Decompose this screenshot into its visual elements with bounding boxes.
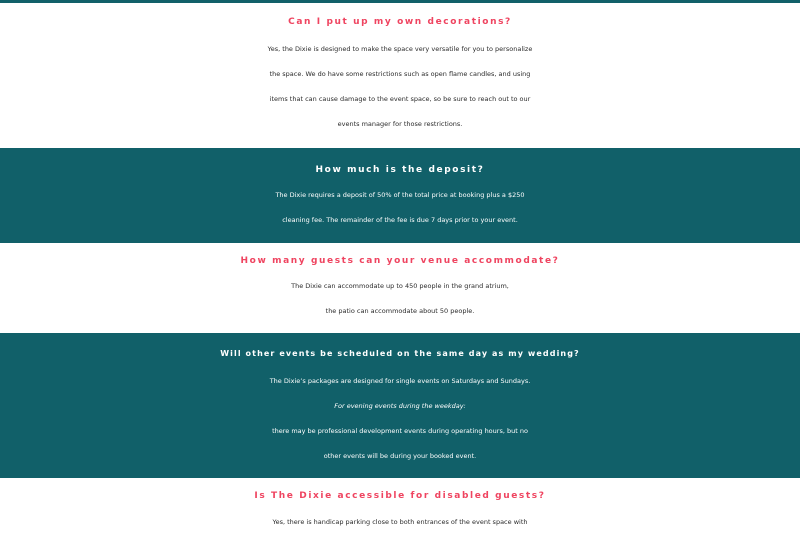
faq-item-other-events [0,333,800,478]
faq-item-accessibility [0,478,800,533]
faq-item-decorations [0,3,800,148]
faq-answer-line: The Dixie can accommodate up to 450 people in the grand atrium, [291,282,509,290]
faq-answer-line: The Dixie’s packages are designed for single events on Saturdays and Sundays. [269,377,531,385]
faq-answer-line-italic: For evening events during the weekday: [334,402,466,410]
faq-answer-line: items that can cause damage to the event space, so be sure to reach out to our [269,95,531,103]
faq-question: How much is the deposit? [315,165,485,175]
faq-item-deposit [0,148,800,243]
faq-question: How many guests can your venue accommodate? [240,256,560,266]
faq-question: Can I put up my own decorations? [288,17,512,27]
faq-answer-line: the space. We do have some restrictions such as open flame candles, and using [269,70,531,78]
faq-answer-line: the patio can accommodate about 50 people. [325,307,475,315]
faq-question: Will other events be scheduled on the same day as my wedding? [220,349,580,358]
faq-item-guests [0,243,800,333]
faq-answer-line: The Dixie requires a deposit of 50% of the total price at booking plus a $250 [275,191,525,199]
faq-answer-line: other events will be during your booked event. [323,452,477,460]
faq-answer-line: there may be professional development events during operating hours, but no [272,427,528,435]
faq-answer-line: Yes, there is handicap parking close to both entrances of the event space with [272,518,528,526]
faq-answer-line: events manager for those restrictions. [337,120,463,128]
faq-answer-line: cleaning fee. The remainder of the fee is due 7 days prior to your event. [282,216,518,224]
faq-question: Is The Dixie accessible for disabled guests? [254,491,546,501]
faq-answer-line: Yes, the Dixie is designed to make the space very versatile for you to personalize [267,45,533,53]
